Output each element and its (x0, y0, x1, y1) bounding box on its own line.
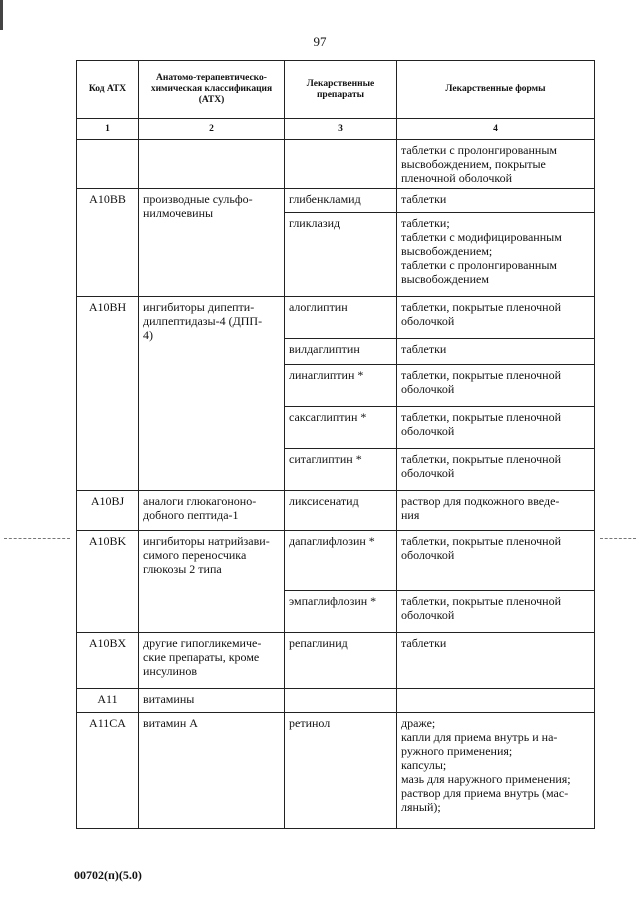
forms-line: высвобождением, покрытые (401, 157, 546, 171)
drug-cell: ликсисенатид (285, 491, 397, 531)
drug-cell: алоглиптин (285, 297, 397, 339)
forms-cell (397, 189, 595, 213)
forms-cell (397, 407, 595, 449)
classification-line: витамин А (143, 716, 198, 730)
table-row (77, 140, 595, 189)
document-code: 00702(п)(5.0) (74, 868, 142, 882)
classification-cell (139, 713, 285, 829)
code-cell: A11CA (77, 713, 139, 829)
forms-line: оболочкой (401, 314, 455, 328)
code-cell (77, 140, 139, 189)
scan-dash-line-left (4, 538, 70, 539)
forms-line: оболочкой (401, 608, 455, 622)
code-cell: A10BH (77, 297, 139, 491)
drug-table (76, 60, 595, 829)
forms-line: таблетки, покрытые пленочной (401, 410, 562, 424)
header-code: Код АТХ (77, 61, 139, 119)
table-row (77, 591, 595, 633)
scan-edge-mark (0, 0, 3, 30)
forms-line: таблетки, покрытые пленочной (401, 368, 562, 382)
forms-line: драже; (401, 716, 436, 730)
forms-line: высвобождением; (401, 244, 493, 258)
forms-line: раствор для приема внутрь (мас- (401, 786, 569, 800)
drug-cell: гликлазид (285, 213, 397, 297)
forms-cell (397, 531, 595, 591)
classification-line: ингибиторы дипепти- (143, 300, 255, 314)
page-number: 97 (313, 34, 327, 49)
forms-line: таблетки, покрытые пленочной (401, 452, 562, 466)
classification-cell (139, 591, 285, 633)
classification-line: дилпептидазы-4 (ДПП- (143, 314, 263, 328)
drug-cell: дапаглифлозин * (285, 531, 397, 591)
header-classification: Анатомо-терапевтическо-химическая классификация (АТХ) (139, 61, 285, 119)
code-cell: A10BJ (77, 491, 139, 531)
column-number: 3 (285, 119, 397, 140)
column-number: 2 (139, 119, 285, 140)
classification-cell (139, 189, 285, 297)
classification-line: другие гипогликемиче- (143, 636, 262, 650)
classification-cell (139, 140, 285, 189)
forms-cell (397, 339, 595, 365)
code-cell: A10BX (77, 633, 139, 689)
forms-line: таблетки, покрытые пленочной (401, 594, 562, 608)
forms-line: раствор для подкожного введе- (401, 494, 560, 508)
code-cell: A10BK (77, 531, 139, 633)
forms-line: таблетки; (401, 216, 450, 230)
code-cell: A10BB (77, 189, 139, 297)
table-row (77, 189, 595, 213)
table-row (77, 713, 595, 829)
forms-line: таблетки с пролонгированным (401, 143, 558, 157)
table-row (77, 531, 595, 591)
classification-cell (139, 297, 285, 491)
forms-line: оболочкой (401, 548, 455, 562)
column-number: 4 (397, 119, 595, 140)
drug-cell (285, 140, 397, 189)
forms-cell (397, 591, 595, 633)
forms-line: оболочкой (401, 382, 455, 396)
forms-line: таблетки (401, 636, 447, 650)
classification-cell (139, 531, 285, 591)
classification-line: добного пептида-1 (143, 508, 239, 522)
table-row (77, 633, 595, 689)
drug-cell: репаглинид (285, 633, 397, 689)
forms-line: капли для приема внутрь и на- (401, 730, 558, 744)
drug-cell: эмпаглифлозин * (285, 591, 397, 633)
header-forms: Лекарственные формы (397, 61, 595, 119)
forms-cell (397, 140, 595, 189)
classification-cell (139, 633, 285, 689)
classification-line: инсулинов (143, 664, 197, 678)
classification-line: витамины (143, 692, 195, 706)
code-cell: A11 (77, 689, 139, 713)
classification-line: симого переносчика (143, 548, 247, 562)
classification-cell (139, 491, 285, 531)
forms-line: ния (401, 508, 420, 522)
classification-line: ские препараты, кроме (143, 650, 260, 664)
table-row (77, 689, 595, 713)
table-header-row (77, 61, 595, 119)
classification-line: аналоги глюкагононо- (143, 494, 257, 508)
forms-line: таблетки с модифицированным (401, 230, 562, 244)
forms-line: пленочной оболочкой (401, 171, 513, 185)
scan-dash-line-right (600, 538, 636, 539)
forms-line: таблетки, покрытые пленочной (401, 300, 562, 314)
drug-cell: вилдаглиптин (285, 339, 397, 365)
forms-cell (397, 449, 595, 491)
forms-line: таблетки (401, 342, 447, 356)
forms-cell (397, 297, 595, 339)
drug-cell (285, 689, 397, 713)
forms-cell (397, 491, 595, 531)
drug-cell: ретинол (285, 713, 397, 829)
table-row (77, 297, 595, 339)
column-number: 1 (77, 119, 139, 140)
forms-line: ляный); (401, 800, 441, 814)
forms-line: высвобождением (401, 272, 489, 286)
classification-line: 4) (143, 328, 153, 342)
forms-line: таблетки (401, 192, 447, 206)
header-drugs: Лекарственные препараты (285, 61, 397, 119)
classification-line: производные сульфо- (143, 192, 253, 206)
forms-line: капсулы; (401, 758, 447, 772)
forms-cell (397, 213, 595, 297)
drug-cell: ситаглиптин * (285, 449, 397, 491)
classification-cell (139, 689, 285, 713)
classification-line: нилмочевины (143, 206, 214, 220)
classification-line: ингибиторы натрийзави- (143, 534, 270, 548)
forms-line: таблетки, покрытые пленочной (401, 534, 562, 548)
forms-line: мазь для наружного применения; (401, 772, 571, 786)
drug-cell: линаглиптин * (285, 365, 397, 407)
table-row (77, 491, 595, 531)
forms-cell (397, 689, 595, 713)
forms-cell (397, 713, 595, 829)
forms-cell (397, 365, 595, 407)
forms-line: ружного применения; (401, 744, 513, 758)
classification-line: глюкозы 2 типа (143, 562, 222, 576)
column-number-row (77, 119, 595, 140)
forms-line: таблетки с пролонгированным (401, 258, 558, 272)
drug-cell: саксаглиптин * (285, 407, 397, 449)
forms-line: оболочкой (401, 466, 455, 480)
drug-cell: глибенкламид (285, 189, 397, 213)
forms-cell (397, 633, 595, 689)
forms-line: оболочкой (401, 424, 455, 438)
